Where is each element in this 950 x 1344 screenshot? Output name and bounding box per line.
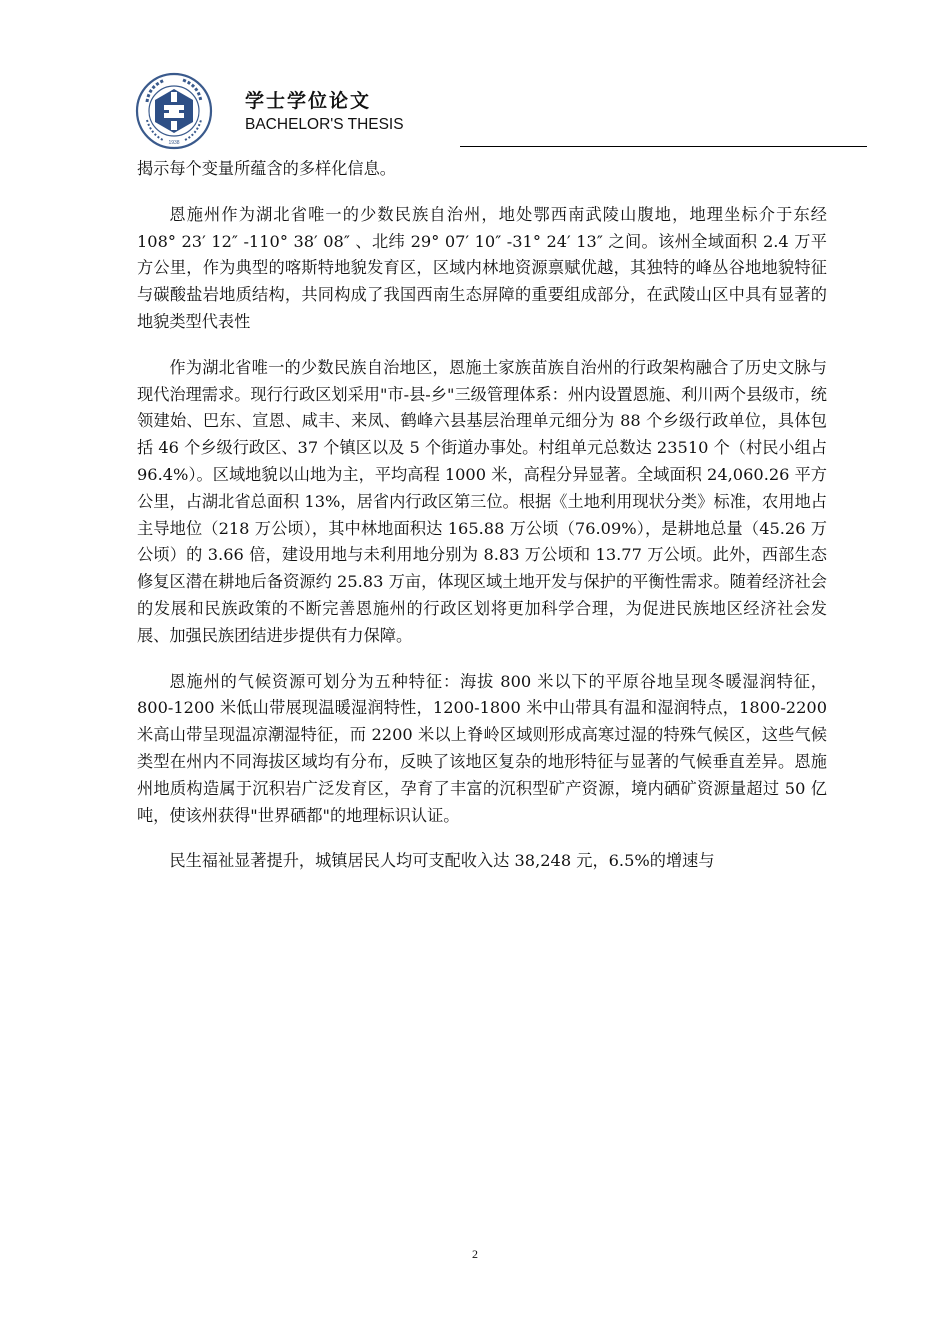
paragraph-2: 恩施州作为湖北省唯一的少数民族自治州，地处鄂西南武陵山腹地，地理坐标介于东经 108° 23′ 12″ -110° 38′ 08″ 、北纬 29° 07′ 10″ -31° 24′ 13″ 之间。该州全域面积 2.4 万平方公里，作为典型的喀斯特地貌发育区，区域内林地资源禀赋优越，其独特的峰丛谷地地貌特征与碳酸盐岩地质结构，共同构成了我国西南生态屏障的重要组成部分，在武陵山区中具有显著的地貌类型代表性 (137, 204, 827, 331)
body-text (137, 156, 827, 875)
header-rule (460, 146, 867, 147)
thesis-title-chinese: 学士学位论文 (245, 90, 372, 112)
paragraph-3: 作为湖北省唯一的少数民族自治地区，恩施土家族苗族自治州的行政架构融合了历史文脉与现代治理需求。现行行政区划采用"市-县-乡"三级管理体系：州内设置恩施、利川两个县级市，统领建始、巴东、宣恩、咸丰、来凤、鹤峰六县基层治理单元细分为 88 个乡级行政单位，具体包括 46 个乡级行政区、37 个镇区以及 5 个街道办事处。村组单元总数达 23510 个（村民小组占 96.4%）。区域地貌以山地为主，平均高程 1000 米，高程分异显著。全域面积 24,060.26 平方公里，占湖北省总面积 13%，居省内行政区第三位。根据《土地利用现状分类》标准，农用地占主导地位（218 万公顷），其中林地面积达 165.88 万公顷（76.09%），是耕地总量（45.26 万公顷）的 3.66 倍，建设用地与未利用地分别为 8.83 万公顷和 13.77 万公顷。此外，西部生态修复区潜在耕地后备资源约 25.83 万亩，体现区域土地开发与保护的平衡性需求。随着经济社会的发展和民族政策的不断完善恩施州的行政区划将更加科学合理，为促进民族地区经济社会发展、加强民族团结进步提供有力保障。 (137, 357, 827, 645)
thesis-title-english: BACHELOR'S THESIS (245, 116, 404, 133)
paragraph-4: 恩施州的气候资源可划分为五种特征：海拔 800 米以下的平原谷地呈现冬暖湿润特征，800-1200 米低山带展现温暖湿润特性，1200-1800 米中山带具有温和湿润特点，1800-2200 米高山带呈现温凉潮湿特征，而 2200 米以上脊岭区域则形成高寒过湿的特殊气候区，这些气候类型在州内不同海拔区域均有分布，反映了该地区复杂的地形特征与显著的气候垂直差异。恩施州地质构造属于沉积岩广泛发育区，孕育了丰富的沉积型矿产资源，境内硒矿资源量超过 50 亿吨，使该州获得"世界硒都"的地理标识认证。 (137, 671, 827, 825)
university-logo (135, 72, 213, 150)
svg-text:1938: 1938 (168, 140, 180, 146)
thesis-header (135, 72, 870, 152)
paragraph-1: 揭示每个变量所蕴含的多样化信息。 (137, 159, 396, 178)
page-number: 2 (472, 1247, 478, 1261)
paragraph-5: 民生福祉显著提升，城镇居民人均可支配收入达 38,248 元，6.5%的增速与 (169, 851, 715, 871)
